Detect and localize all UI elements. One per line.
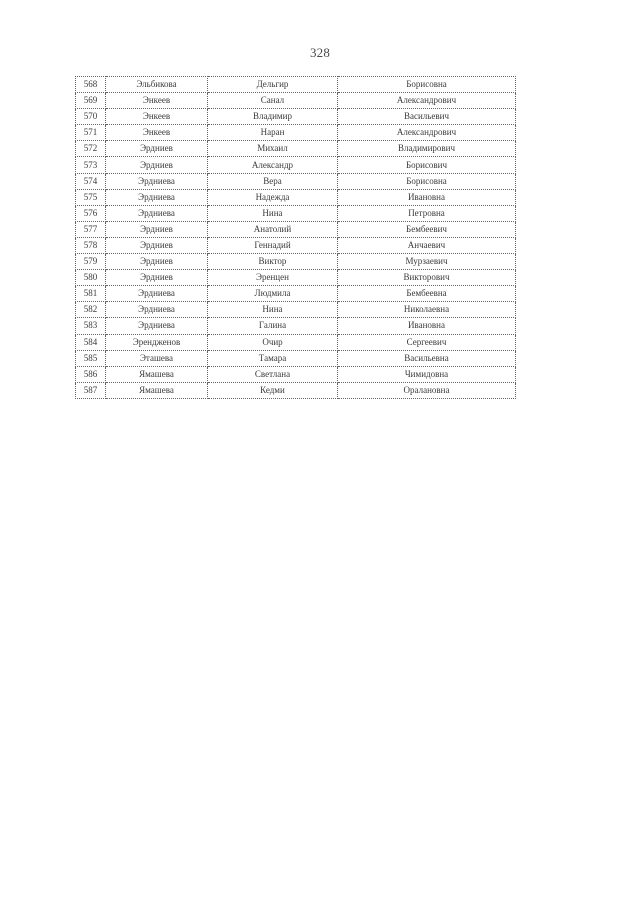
row-number-cell: 583 bbox=[76, 318, 106, 334]
surname-cell: Эрдниева bbox=[106, 286, 208, 302]
first-name-cell: Светлана bbox=[208, 366, 338, 382]
surname-cell: Эрдниев bbox=[106, 254, 208, 270]
surname-cell: Эрдниев bbox=[106, 157, 208, 173]
row-number-cell: 569 bbox=[76, 93, 106, 109]
row-number-cell: 580 bbox=[76, 270, 106, 286]
row-number-cell: 582 bbox=[76, 302, 106, 318]
table-row bbox=[76, 205, 516, 221]
row-number-cell: 577 bbox=[76, 221, 106, 237]
row-number-cell: 576 bbox=[76, 205, 106, 221]
table-row bbox=[76, 286, 516, 302]
table-row bbox=[76, 270, 516, 286]
first-name-cell: Владимир bbox=[208, 109, 338, 125]
row-number-cell: 571 bbox=[76, 125, 106, 141]
table-row bbox=[76, 93, 516, 109]
table-row bbox=[76, 125, 516, 141]
surname-cell: Энкеев bbox=[106, 109, 208, 125]
row-number-cell: 570 bbox=[76, 109, 106, 125]
patronymic-cell: Васильевич bbox=[338, 109, 516, 125]
surname-cell: Эташева bbox=[106, 350, 208, 366]
patronymic-cell: Васильевна bbox=[338, 350, 516, 366]
first-name-cell: Александр bbox=[208, 157, 338, 173]
patronymic-cell: Александрович bbox=[338, 125, 516, 141]
first-name-cell: Михаил bbox=[208, 141, 338, 157]
patronymic-cell: Анчаевич bbox=[338, 237, 516, 253]
row-number-cell: 575 bbox=[76, 189, 106, 205]
surname-cell: Эрдниев bbox=[106, 270, 208, 286]
surname-cell: Энкеев bbox=[106, 93, 208, 109]
first-name-cell: Очир bbox=[208, 334, 338, 350]
patronymic-cell: Чимидовна bbox=[338, 366, 516, 382]
table-row bbox=[76, 302, 516, 318]
page-number: 328 bbox=[309, 45, 331, 60]
first-name-cell: Тамара bbox=[208, 350, 338, 366]
surname-cell: Эрдниев bbox=[106, 221, 208, 237]
table-row bbox=[76, 189, 516, 205]
patronymic-cell: Ивановна bbox=[338, 189, 516, 205]
table-row bbox=[76, 366, 516, 382]
surname-cell: Эрендженов bbox=[106, 334, 208, 350]
first-name-cell: Дельгир bbox=[208, 77, 338, 93]
patronymic-cell: Бембеевна bbox=[338, 286, 516, 302]
patronymic-cell: Борисовна bbox=[338, 77, 516, 93]
row-number-cell: 572 bbox=[76, 141, 106, 157]
row-number-cell: 586 bbox=[76, 366, 106, 382]
table-row bbox=[76, 350, 516, 366]
table-row bbox=[76, 237, 516, 253]
table-row bbox=[76, 254, 516, 270]
registry-table bbox=[75, 76, 516, 399]
patronymic-cell: Оралановна bbox=[338, 382, 516, 398]
first-name-cell: Анатолий bbox=[208, 221, 338, 237]
surname-cell: Энкеев bbox=[106, 125, 208, 141]
patronymic-cell: Николаевна bbox=[338, 302, 516, 318]
surname-cell: Эрдниева bbox=[106, 173, 208, 189]
patronymic-cell: Викторович bbox=[338, 270, 516, 286]
first-name-cell: Нина bbox=[208, 302, 338, 318]
first-name-cell: Виктор bbox=[208, 254, 338, 270]
row-number-cell: 587 bbox=[76, 382, 106, 398]
surname-cell: Ямашева bbox=[106, 366, 208, 382]
first-name-cell: Вера bbox=[208, 173, 338, 189]
row-number-cell: 581 bbox=[76, 286, 106, 302]
patronymic-cell: Мурзаевич bbox=[338, 254, 516, 270]
first-name-cell: Санал bbox=[208, 93, 338, 109]
row-number-cell: 585 bbox=[76, 350, 106, 366]
patronymic-cell: Александрович bbox=[338, 93, 516, 109]
surname-cell: Ямашева bbox=[106, 382, 208, 398]
surname-cell: Эрдниев bbox=[106, 237, 208, 253]
first-name-cell: Эренцен bbox=[208, 270, 338, 286]
patronymic-cell: Борисович bbox=[338, 157, 516, 173]
table-row bbox=[76, 382, 516, 398]
surname-cell: Эрдниева bbox=[106, 318, 208, 334]
row-number-cell: 574 bbox=[76, 173, 106, 189]
surname-cell: Эрдниева bbox=[106, 302, 208, 318]
patronymic-cell: Сергеевич bbox=[338, 334, 516, 350]
patronymic-cell: Борисовна bbox=[338, 173, 516, 189]
first-name-cell: Геннадий bbox=[208, 237, 338, 253]
first-name-cell: Надежда bbox=[208, 189, 338, 205]
row-number-cell: 573 bbox=[76, 157, 106, 173]
row-number-cell: 568 bbox=[76, 77, 106, 93]
table-row bbox=[76, 109, 516, 125]
table-row bbox=[76, 173, 516, 189]
row-number-cell: 579 bbox=[76, 254, 106, 270]
surname-cell: Эльбикова bbox=[106, 77, 208, 93]
surname-cell: Эрдниев bbox=[106, 141, 208, 157]
table-row bbox=[76, 141, 516, 157]
table-row bbox=[76, 318, 516, 334]
table-row bbox=[76, 157, 516, 173]
first-name-cell: Наран bbox=[208, 125, 338, 141]
first-name-cell: Людмила bbox=[208, 286, 338, 302]
row-number-cell: 584 bbox=[76, 334, 106, 350]
table-row bbox=[76, 334, 516, 350]
first-name-cell: Кедми bbox=[208, 382, 338, 398]
surname-cell: Эрдниева bbox=[106, 205, 208, 221]
patronymic-cell: Бембеевич bbox=[338, 221, 516, 237]
row-number-cell: 578 bbox=[76, 237, 106, 253]
table-row bbox=[76, 221, 516, 237]
table-row bbox=[76, 77, 516, 93]
first-name-cell: Галина bbox=[208, 318, 338, 334]
first-name-cell: Нина bbox=[208, 205, 338, 221]
patronymic-cell: Владимирович bbox=[338, 141, 516, 157]
patronymic-cell: Ивановна bbox=[338, 318, 516, 334]
registry-table-body bbox=[76, 77, 516, 399]
surname-cell: Эрдниева bbox=[106, 189, 208, 205]
patronymic-cell: Петровна bbox=[338, 205, 516, 221]
